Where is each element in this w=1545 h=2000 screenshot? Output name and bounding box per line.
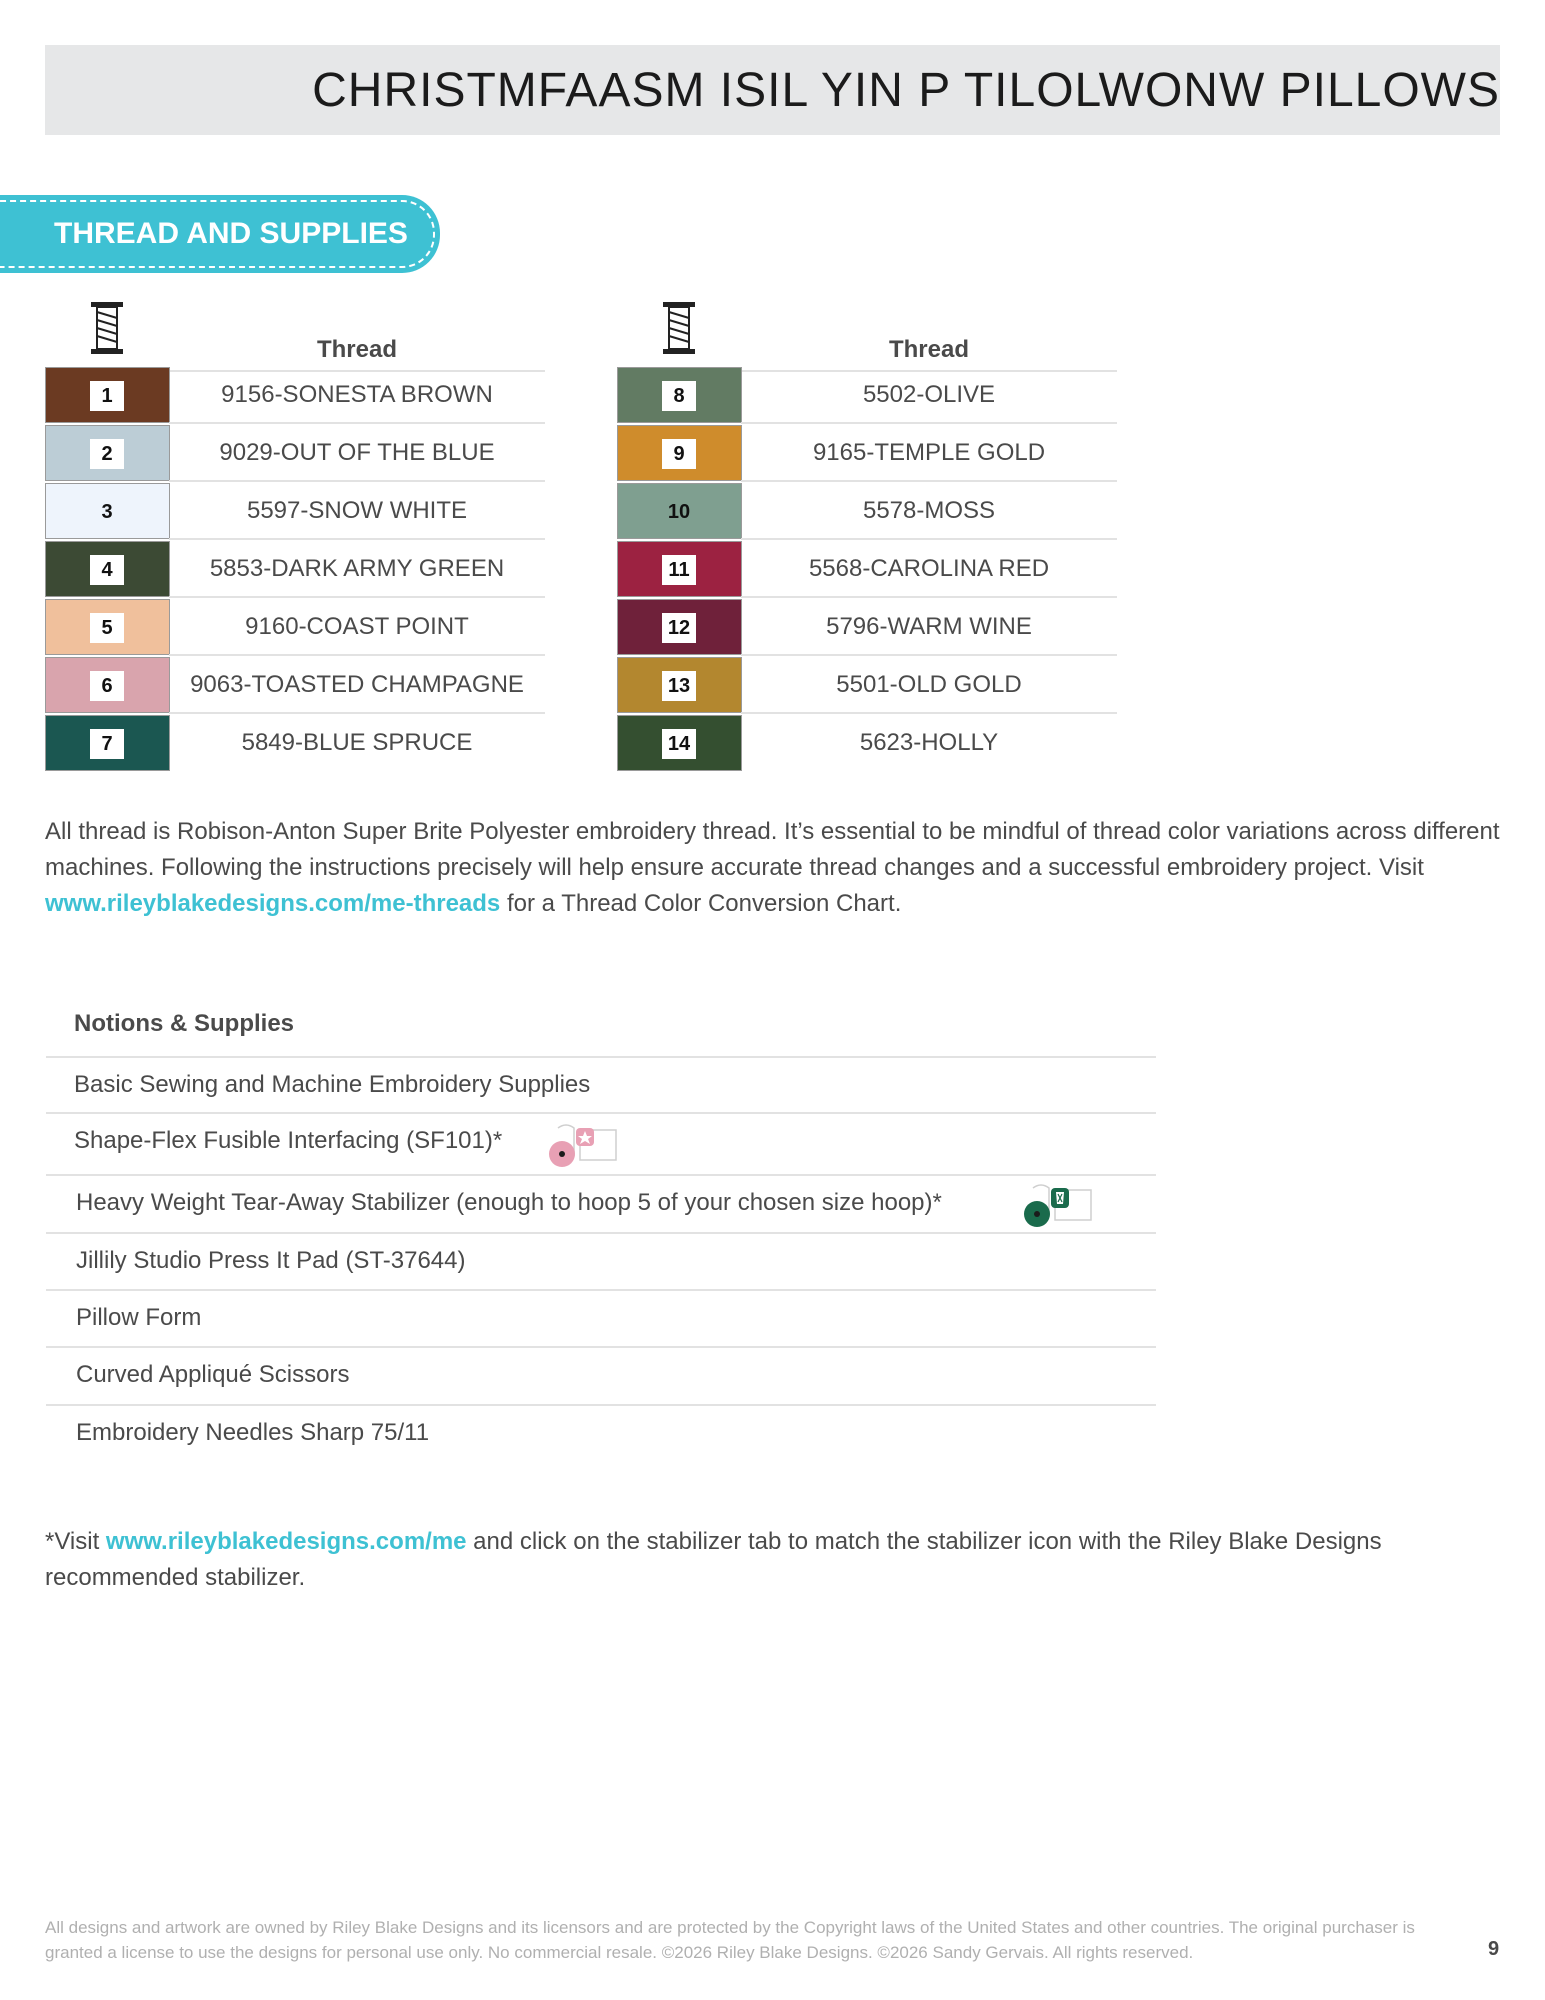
stabilizer-link[interactable]: www.rileyblakedesigns.com/me [105, 1528, 467, 1555]
color-swatch [45, 657, 170, 713]
stabilizer-note-text-end: and click on the stabilizer tab to match the stabilizer icon with the Riley Blake Designs recommended stabilizer. [45, 1528, 1382, 1591]
thread-number: 9 [662, 439, 696, 469]
stabilizer-note-text: *Visit [45, 1528, 106, 1555]
thread-name: 5853-DARK ARMY GREEN [209, 555, 505, 582]
thread-number: 8 [662, 381, 696, 411]
thread-name: 9063-TOASTED CHAMPAGNE [190, 671, 524, 698]
thread-number: 14 [662, 729, 696, 759]
thread-number: 4 [90, 555, 124, 585]
notions-item [46, 1346, 1156, 1402]
thread-header: Thread [888, 336, 969, 363]
notions-item [46, 1404, 1156, 1460]
thread-number: 13 [662, 671, 696, 701]
pink-stabilizer-icon [546, 1120, 620, 1168]
color-swatch [45, 483, 170, 539]
divider [741, 712, 1117, 714]
spool-icon [87, 300, 127, 356]
notions-item-label: Curved Appliqué Scissors [76, 1361, 350, 1388]
notions-item [46, 1174, 1156, 1232]
thread-number: 3 [101, 501, 113, 523]
thread-row [45, 425, 545, 481]
thread-number: 7 [90, 729, 124, 759]
color-swatch [45, 425, 170, 481]
thread-name: 9160-COAST POINT [245, 613, 469, 640]
thread-note-text-end: for a Thread Color Conversion Chart. [500, 890, 902, 917]
thread-row [617, 367, 1117, 423]
thread-name: 5849-BLUE SPRUCE [241, 729, 473, 756]
divider [741, 654, 1117, 656]
thread-name: 9156-SONESTA BROWN [221, 381, 493, 408]
notions-item-label: Jillily Studio Press It Pad (ST-37644) [76, 1247, 466, 1274]
color-swatch [617, 483, 742, 539]
thread-name: 5501-OLD GOLD [836, 671, 1022, 698]
thread-number: 6 [90, 671, 124, 701]
divider [741, 480, 1117, 482]
color-swatch [617, 657, 742, 713]
color-swatch [617, 425, 742, 481]
divider [169, 596, 545, 598]
notions-item [46, 1289, 1156, 1345]
divider [169, 480, 545, 482]
notions-item-label: Embroidery Needles Sharp 75/11 [76, 1419, 430, 1446]
thread-row [617, 599, 1117, 655]
thread-name: 5623-HOLLY [859, 729, 999, 756]
divider [169, 538, 545, 540]
section-title: THREAD AND SUPPLIES [54, 217, 408, 250]
divider [169, 712, 545, 714]
color-swatch [45, 599, 170, 655]
thread-row [617, 425, 1117, 481]
spool-icon [659, 300, 699, 356]
notions-item [46, 1112, 1156, 1174]
thread-name: 5502-OLIVE [862, 381, 996, 408]
divider [741, 538, 1117, 540]
color-swatch [45, 541, 170, 597]
thread-row [45, 715, 545, 771]
thread-row [45, 367, 545, 423]
notions-item-label: Pillow Form [76, 1304, 202, 1331]
thread-name: 5568-CAROLINA RED [808, 555, 1050, 582]
notions-item-label: Shape-Flex Fusible Interfacing (SF101)* [74, 1127, 503, 1154]
thread-header: Thread [316, 336, 397, 363]
thread-row [45, 541, 545, 597]
color-swatch [617, 541, 742, 597]
divider [741, 422, 1117, 424]
thread-name: 9029-OUT OF THE BLUE [219, 439, 495, 466]
divider [169, 422, 545, 424]
divider [741, 596, 1117, 598]
thread-number: 1 [90, 381, 124, 411]
thread-note [45, 814, 1505, 922]
notions-item [46, 1056, 1156, 1112]
color-swatch [617, 715, 742, 771]
color-swatch [617, 599, 742, 655]
section-tab [0, 195, 440, 273]
header-bar [45, 45, 1500, 135]
thread-note-text: All thread is Robison-Anton Super Brite Polyester embroidery thread. It’s essential to be mindful of thread color variations across different machines. Following the instructions precisely will help ensure accurate thread changes and a successful embroidery project. Visit [45, 818, 1500, 881]
green-stabilizer-icon [1021, 1180, 1095, 1228]
notions-item-label: Heavy Weight Tear-Away Stabilizer (enough to hoop 5 of your chosen size hoop)* [76, 1189, 942, 1216]
divider [169, 654, 545, 656]
color-swatch [45, 367, 170, 423]
thread-name: 5578-MOSS [862, 497, 996, 524]
copyright-footer: All designs and artwork are owned by Riley Blake Designs and its licensors and are protected by the Copyright laws of the United States and other countries. The original purchaser is granted a license to use the designs for personal use only. No commercial resale. ©2026 Riley Blake Designs. ©2026 Sandy Gervais. All rights reserved. [45, 1918, 1415, 1962]
color-swatch [45, 715, 170, 771]
notions-item [46, 1232, 1156, 1288]
thread-row [45, 599, 545, 655]
thread-number: 11 [662, 555, 696, 585]
thread-row [45, 657, 545, 713]
thread-row [617, 657, 1117, 713]
stabilizer-note [45, 1524, 1505, 1596]
thread-conversion-link[interactable]: www.rileyblakedesigns.com/me-threads [45, 890, 501, 917]
thread-number: 2 [90, 439, 124, 469]
thread-number: 10 [667, 501, 691, 523]
thread-row [617, 483, 1117, 539]
thread-name: 5796-WARM WINE [826, 613, 1032, 640]
color-swatch [617, 367, 742, 423]
page-number: 9 [1488, 1938, 1500, 1960]
notions-item-label: Basic Sewing and Machine Embroidery Supplies [74, 1071, 591, 1098]
thread-name: 5597-SNOW WHITE [246, 497, 468, 524]
notions-header: Notions & Supplies [74, 1010, 295, 1037]
thread-row [45, 483, 545, 539]
thread-number: 12 [662, 613, 696, 643]
thread-number: 5 [90, 613, 124, 643]
thread-row [617, 715, 1117, 771]
thread-row [617, 541, 1117, 597]
page-title: CHRISTMFAASM ISIL YIN P TILOLWONW PILLOWS [312, 64, 1500, 117]
thread-name: 9165-TEMPLE GOLD [812, 439, 1046, 466]
